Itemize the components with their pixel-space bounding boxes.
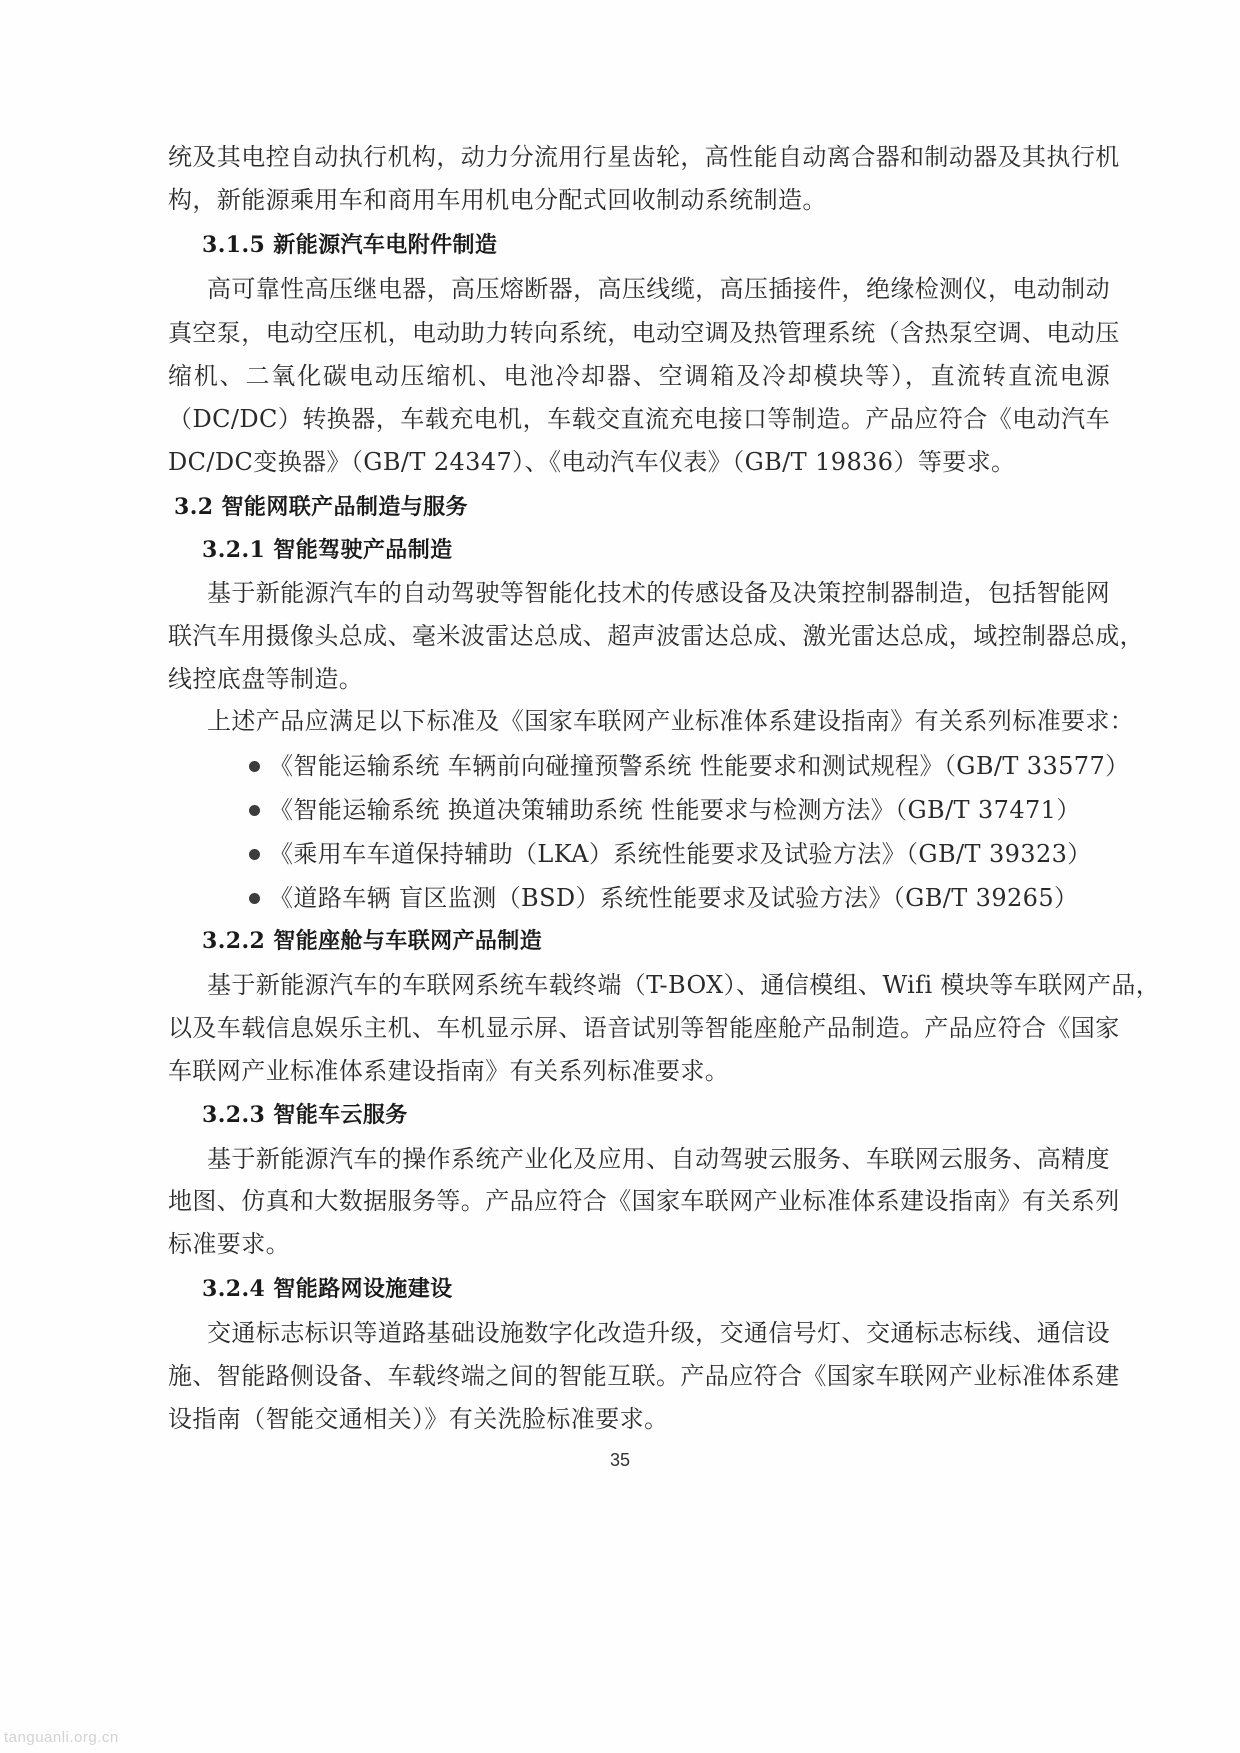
section-heading: 3.2.1 智能驾驶产品制造 [202,537,453,563]
paragraph-line: 以及车载信息娱乐主机、车机显示屏、语音试别等智能座舱产品制造。产品应符合《国家 [168,1014,1120,1042]
section-heading: 3.1.5 新能源汽车电附件制造 [202,232,498,258]
paragraph-line: 基于新能源汽车的操作系统产业化及应用、自动驾驶云服务、车联网云服务、高精度 [207,1145,1110,1173]
paragraph-line: 交通标志标识等道路基础设施数字化改造升级，交通信号灯、交通标志标线、通信设 [207,1319,1110,1347]
bullet-icon [249,761,260,772]
paragraph-line: （DC/DC）转换器，车载充电机，车载交直流充电接口等制造。产品应符合《电动汽车 [168,405,1110,433]
list-item-text: 《智能运输系统 换道决策辅助系统 性能要求与检测方法》（GB/T 37471） [269,796,1081,824]
paragraph-line: 基于新能源汽车的自动驾驶等智能化技术的传感设备及决策控制器制造，包括智能网 [207,579,1110,607]
section-heading: 3.2.2 智能座舱与车联网产品制造 [202,928,543,954]
paragraph-line: DC/DC变换器》（GB/T 24347）、《电动汽车仪表》（GB/T 19836）等要求。 [168,448,1016,476]
paragraph-line: 联汽车用摄像头总成、毫米波雷达总成、超声波雷达总成、激光雷达总成，域控制器总成， [168,622,1144,650]
list-item-text: 《道路车辆 盲区监测（BSD）系统性能要求及试验方法》（GB/T 39265） [269,884,1079,912]
paragraph-line: 统及其电控自动执行机构，动力分流用行星齿轮，高性能自动离合器和制动器及其执行机 [168,143,1120,171]
paragraph-line: 设指南（智能交通相关）》有关洗脸标准要求。 [168,1405,669,1433]
list-item-text: 《乘用车车道保持辅助（LKA）系统性能要求及试验方法》（GB/T 39323） [269,840,1092,868]
paragraph-line: 上述产品应满足以下标准及《国家车联网产业标准体系建设指南》有关系列标准要求： [207,707,1135,735]
paragraph-line: 车联网产业标准体系建设指南》有关系列标准要求。 [168,1057,730,1085]
paragraph-line: 缩机、二氧化碳电动压缩机、电池冷却器、空调箱及冷却模块等），直流转直流电源 [168,362,1110,390]
watermark: tanguanli.org.cn [4,1729,119,1746]
section-heading: 3.2.3 智能车云服务 [202,1102,408,1128]
paragraph-line: 构，新能源乘用车和商用车用机电分配式回收制动系统制造。 [168,186,827,214]
page-number: 35 [609,1450,631,1470]
paragraph-line: 标准要求。 [168,1230,290,1258]
bullet-icon [249,893,260,904]
paragraph-line: 真空泵，电动空压机，电动助力转向系统，电动空调及热管理系统（含热泵空调、电动压 [168,319,1120,347]
paragraph-line: 施、智能路侧设备、车载终端之间的智能互联。产品应符合《国家车联网产业标准体系建 [168,1362,1120,1390]
list-item-text: 《智能运输系统 车辆前向碰撞预警系统 性能要求和测试规程》（GB/T 33577） [269,752,1130,780]
paragraph-line: 基于新能源汽车的车联网系统车载终端（T-BOX）、通信模组、Wifi 模块等车联网产品， [207,971,1161,999]
paragraph-line: 线控底盘等制造。 [168,665,364,693]
section-heading: 3.2 智能网联产品制造与服务 [174,494,468,520]
bullet-icon [249,849,260,860]
section-heading: 3.2.4 智能路网设施建设 [202,1276,453,1302]
bullet-icon [249,805,260,816]
paragraph-line: 地图、仿真和大数据服务等。产品应符合《国家车联网产业标准体系建设指南》有关系列 [168,1187,1120,1215]
paragraph-line: 高可靠性高压继电器，高压熔断器，高压线缆，高压插接件，绝缘检测仪，电动制动 [207,275,1110,303]
